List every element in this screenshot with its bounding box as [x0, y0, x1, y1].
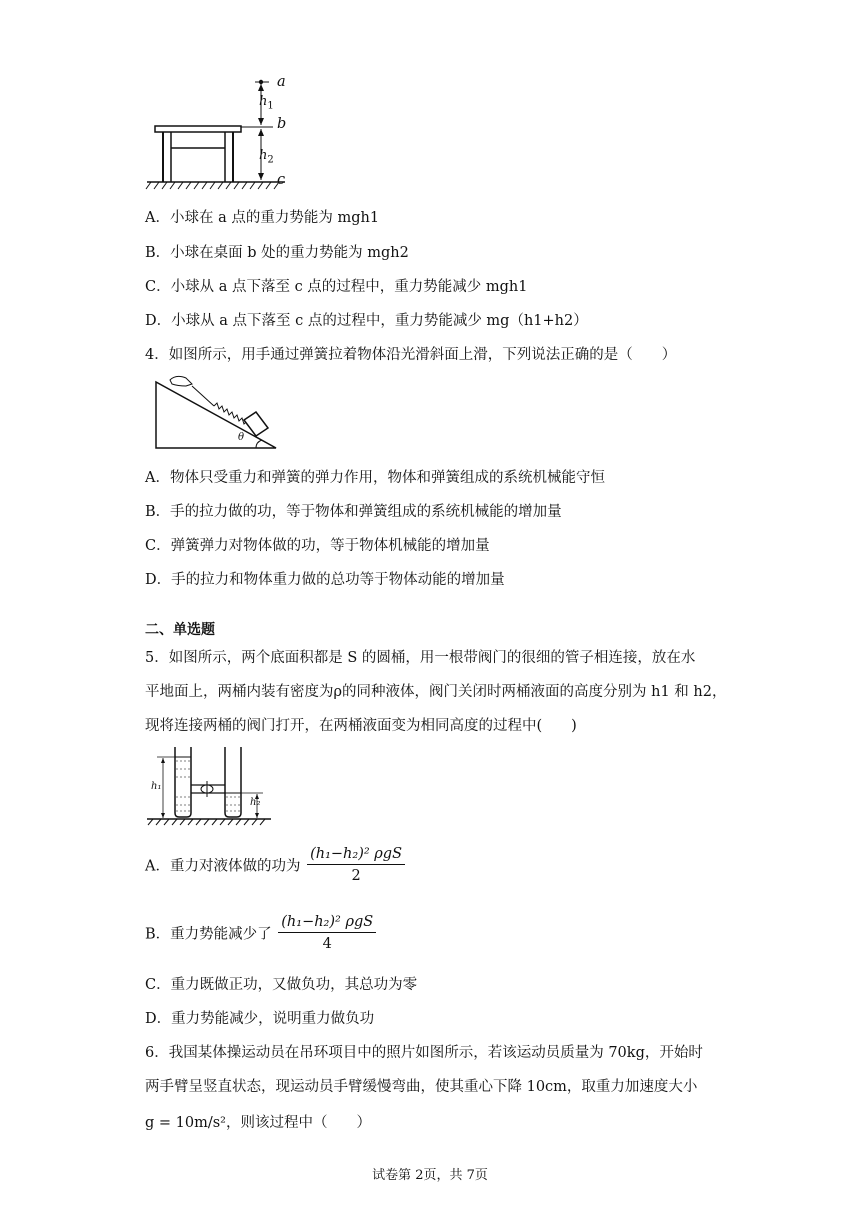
section-title: 二、单选题: [145, 622, 215, 638]
figure-two-buckets: [145, 745, 275, 827]
q5-option-b-text: B．重力势能减少了: [145, 926, 272, 943]
buckets-diagram: [145, 745, 275, 827]
q3-option-b: B．小球在桌面 b 处的重力势能为 mgh2: [145, 245, 409, 261]
q5-option-d: D．重力势能减少，说明重力做负功: [145, 1011, 375, 1027]
fraction-numerator: (h₁−h₂)² ρgS: [307, 846, 405, 865]
q5-option-b-fraction: [278, 914, 376, 952]
label-h1-bucket: h₁: [151, 781, 162, 792]
figure-incline-spring: [152, 372, 282, 452]
q3-option-a: A．小球在 a 点的重力势能为 mgh1: [145, 210, 380, 226]
page-footer: 试卷第 2页，共 7页: [372, 1168, 488, 1183]
label-h2-bucket: h₂: [250, 797, 261, 808]
incline-diagram: [152, 372, 282, 452]
q5-option-a-fraction: [307, 846, 405, 884]
q4-option-a: A．物体只受重力和弹簧的弹力作用，物体和弹簧组成的系统机械能守恒: [145, 470, 605, 486]
q4-option-b: B．手的拉力做的功，等于物体和弹簧组成的系统机械能的增加量: [145, 504, 562, 520]
q3-option-c: C．小球从 a 点下落至 c 点的过程中，重力势能减少 mgh1: [145, 279, 528, 295]
q4-option-d: D．手的拉力和物体重力做的总功等于物体动能的增加量: [145, 572, 505, 588]
label-a: a: [277, 74, 286, 90]
q6-line-1: 6．我国某体操运动员在吊环项目中的照片如图所示，若该运动员质量为 70kg，开始时: [145, 1045, 703, 1061]
q4-stem: 4．如图所示，用手通过弹簧拉着物体沿光滑斜面上滑，下列说法正确的是（ ）: [145, 347, 677, 363]
label-c: c: [277, 172, 286, 188]
q5-option-b: [145, 914, 376, 952]
q5-option-c: C．重力既做正功，又做负功，其总功为零: [145, 977, 418, 993]
q5-stem-line-1: 5．如图所示，两个底面积都是 S 的圆桶，用一根带阀门的很细的管子相连接，放在水: [145, 650, 696, 666]
q5-option-a-text: A．重力对液体做的功为: [145, 858, 301, 875]
q6-line-3: g = 10m/s²，则该过程中（ ）: [145, 1115, 371, 1131]
label-h1: $h_1$: [259, 94, 274, 112]
figure-table-heights: [145, 72, 305, 192]
q3-option-d: D．小球从 a 点下落至 c 点的过程中，重力势能减少 mg（h1+h2）: [145, 313, 588, 329]
angle-label: θ: [238, 432, 245, 443]
fraction-denominator: 4: [322, 936, 332, 952]
q5-option-a: [145, 846, 405, 884]
fraction-denominator: 2: [351, 868, 361, 884]
q5-stem-line-3: 现将连接两桶的阀门打开，在两桶液面变为相同高度的过程中( ): [145, 718, 577, 734]
label-h2: $h_2$: [259, 148, 274, 166]
q4-option-c: C．弹簧弹力对物体做的功，等于物体机械能的增加量: [145, 538, 490, 554]
fraction-numerator: (h₁−h₂)² ρgS: [278, 914, 376, 933]
q5-stem-line-2: 平地面上，两桶内装有密度为ρ的同种液体，阀门关闭时两桶液面的高度分别为 h1 和 h2，: [145, 684, 727, 700]
q6-line-2: 两手臂呈竖直状态，现运动员手臂缓慢弯曲，使其重心下降 10cm，取重力加速度大小: [145, 1079, 698, 1095]
label-b: b: [277, 116, 287, 132]
